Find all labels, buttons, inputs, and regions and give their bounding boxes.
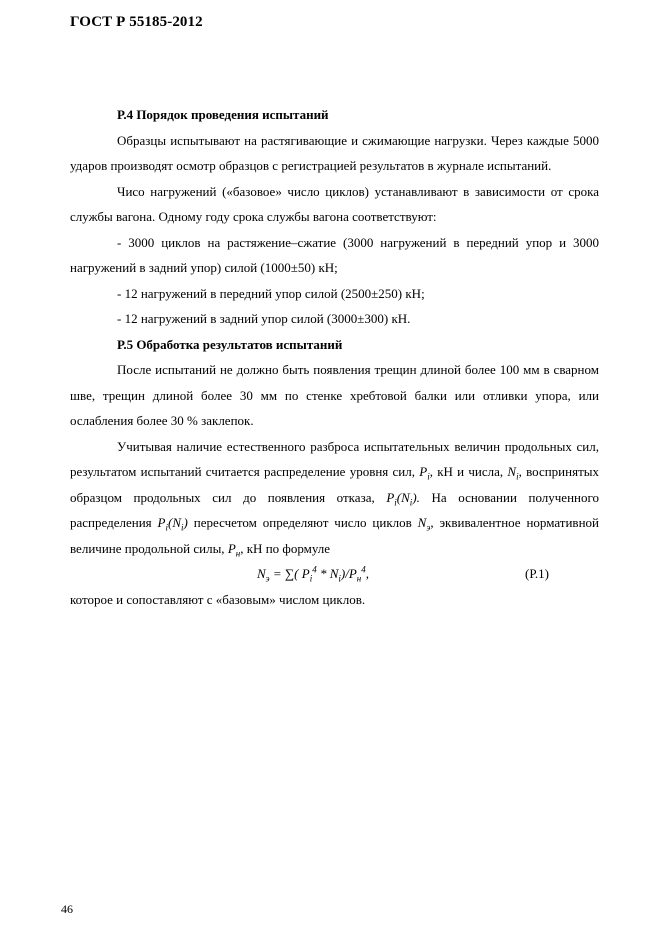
paragraph: Образцы испытывают на растягивающие и сжимающие нагрузки. Через каждые 5000 ударов производят осмотр образцов с регистрацией результатов в журнале испытаний. (70, 132, 599, 173)
formula-row (70, 561, 599, 587)
section-title-p4: Р.4 Порядок проведения испытаний (117, 107, 329, 122)
page-number: 46 (61, 902, 73, 916)
list-item: - 12 нагружений в задний упор силой (3000±300) кН. (117, 311, 411, 326)
formula-number: (Р.1) (525, 566, 550, 581)
section-title-p5: Р.5 Обработка результатов испытаний (117, 336, 343, 352)
document-body (70, 102, 599, 612)
paragraph: которое и сопоставляют с «базовым» числом циклов. (70, 591, 366, 607)
paragraph: После испытаний не должно быть появления трещин длиной более 100 мм в сварном шве, трещин длиной более 30 мм по стенке хребтовой балки или отливки упора, или ослабления более 30 % заклепок. (70, 362, 599, 428)
formula: $N_э$ = ∑( $P_i^4 * N_i)/P_н^4$, (257, 564, 370, 584)
list-item: - 3000 циклов на растяжение–сжатие (3000 нагружений в передний упор и 3000 нагружений в задний упор) силой (1000±50) кН; (70, 234, 599, 275)
paragraph: Чисо нагружений («базовое» число циклов) устанавливают в зависимости от срока службы вагона. Одному году срока службы вагона соответствуют: (70, 183, 599, 224)
paragraph-distribution: Учитывая наличие естественного разброса испытательных величин продольных сил, результатом испытаний считается распределение уровня сил, $P_i$, кН и числа, $N_i$, воспринятых образцом продольных сил до появления отказа, $P_i(N_i)$. На основании полученного распределения $P_i(N_i)$ пересчетом определяют число циклов $N_э$, эквивалентное нормативной величине продольной силы, $P_н$, кН по формуле (70, 438, 599, 559)
list-item: - 12 нагружений в передний упор силой (2500±250) кН; (117, 285, 425, 301)
document-header: ГОСТ Р 55185-2012 (70, 14, 203, 30)
